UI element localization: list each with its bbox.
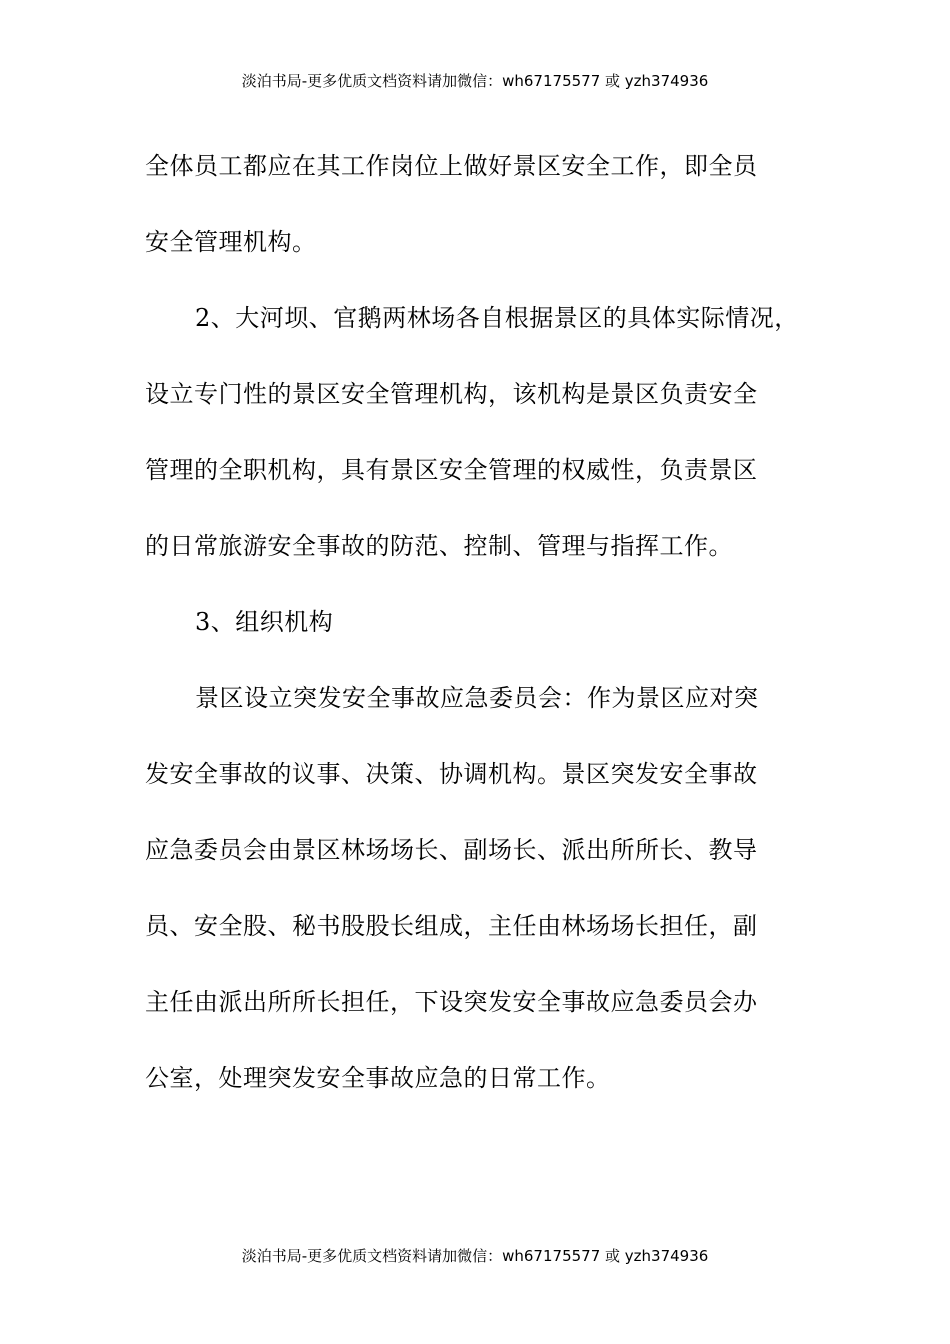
- paragraph-line: 公室，处理突发安全事故应急的日常工作。: [145, 1064, 611, 1092]
- page-header-watermark: 淡泊书局-更多优质文档资料请加微信：wh67175577 或 yzh374936: [241, 72, 709, 90]
- page-footer-watermark: 淡泊书局-更多优质文档资料请加微信：wh67175577 或 yzh374936: [241, 1247, 709, 1265]
- paragraph-line: 主任由派出所所长担任，下设突发安全事故应急委员会办: [145, 988, 758, 1016]
- paragraph-line: 全体员工都应在其工作岗位上做好景区安全工作，即全员: [145, 152, 758, 180]
- paragraph-line: 设立专门性的景区安全管理机构，该机构是景区负责安全: [145, 380, 758, 408]
- paragraph-line: 发安全事故的议事、决策、协调机构。景区突发安全事故: [145, 760, 758, 788]
- paragraph-line: 景区设立突发安全事故应急委员会：作为景区应对突: [195, 684, 759, 712]
- paragraph-line: 员、安全股、秘书股股长组成，主任由林场场长担任，副: [145, 912, 758, 940]
- paragraph-line: 2、大河坝、官鹅两林场各自根据景区的具体实际情况，: [195, 304, 799, 332]
- paragraph-line: 安全管理机构。: [145, 228, 317, 256]
- paragraph-line: 的日常旅游安全事故的防范、控制、管理与指挥工作。: [145, 532, 733, 560]
- document-body: [145, 128, 825, 1116]
- section-heading: 3、组织机构: [195, 608, 334, 636]
- paragraph-line: 管理的全职机构，具有景区安全管理的权威性，负责景区: [145, 456, 758, 484]
- paragraph-line: 应急委员会由景区林场场长、副场长、派出所所长、教导: [145, 836, 758, 864]
